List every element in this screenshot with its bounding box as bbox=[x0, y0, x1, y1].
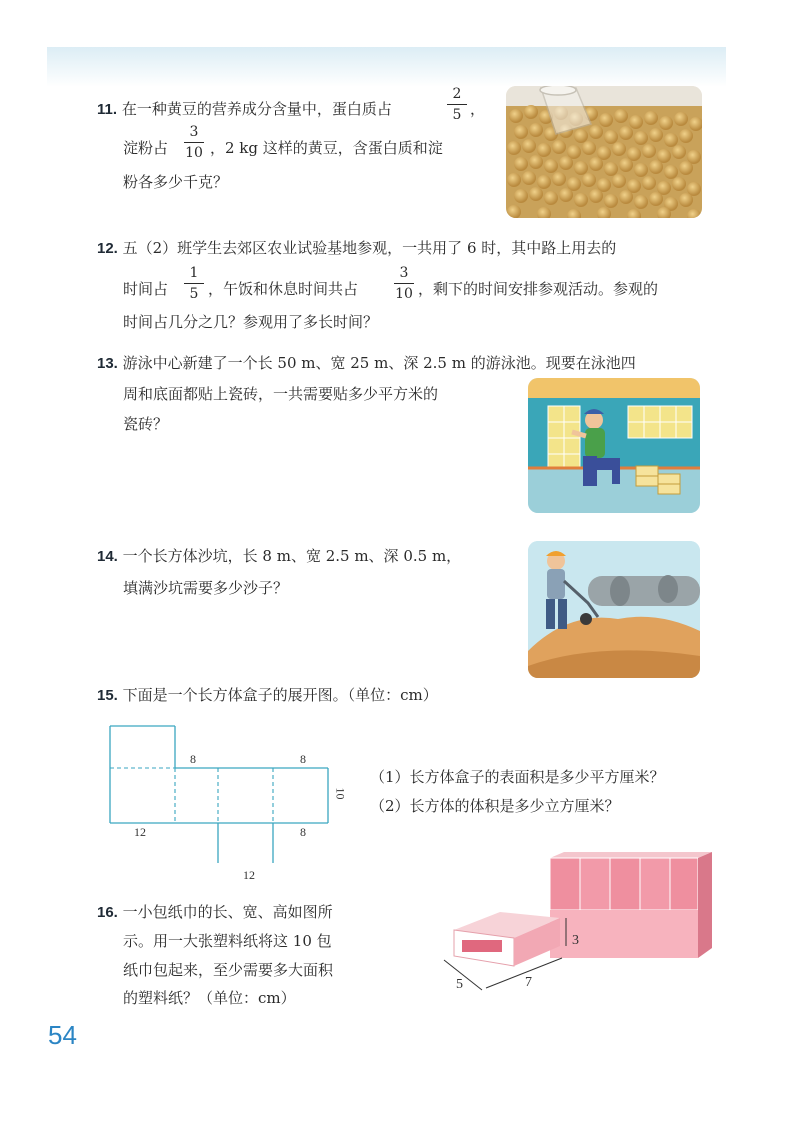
dim-label: 8 bbox=[300, 752, 306, 766]
dim-label: 12 bbox=[134, 825, 146, 839]
problem-text: 淀粉占 bbox=[123, 139, 169, 157]
numerator: 3 bbox=[399, 265, 409, 281]
problem-text: 下面是一个长方体盒子的展开图。（单位：cm） bbox=[122, 686, 438, 704]
tiling-worker-illustration bbox=[528, 378, 700, 513]
problem-text: ，午饭和休息时间共占 bbox=[208, 280, 359, 298]
dim-label: 12 bbox=[243, 868, 255, 882]
tissue-packs-illustration bbox=[442, 848, 718, 998]
problem-text: 粉各多少千克？ bbox=[123, 173, 229, 191]
problem-number: 12. bbox=[97, 240, 118, 257]
fraction-3-10 bbox=[394, 265, 414, 302]
problem-text: 在一种黄豆的营养成分含量中，蛋白质占 bbox=[121, 100, 392, 118]
box-net-diagram bbox=[100, 718, 360, 878]
problem-text: 纸巾包起来，至少需要多大面积 bbox=[123, 961, 334, 979]
problem-number: 13. bbox=[97, 355, 118, 372]
page-number: 54 bbox=[48, 1020, 77, 1050]
numerator: 2 bbox=[452, 86, 462, 102]
denominator: 10 bbox=[395, 286, 413, 302]
problem-text: 时间占几分之几？参观用了多长时间？ bbox=[123, 313, 379, 331]
problem-text: 游泳中心新建了一个长 50 m、宽 25 m、深 2.5 m 的游泳池。现要在泳池四 bbox=[122, 354, 636, 372]
dim-label: 3 bbox=[572, 933, 579, 948]
problem-number: 16. bbox=[97, 904, 118, 921]
problem-number: 15. bbox=[97, 687, 118, 704]
numerator: 1 bbox=[189, 265, 199, 281]
header-band bbox=[47, 47, 726, 87]
problem-text: 一个长方体沙坑，长 8 m、宽 2.5 m、深 0.5 m， bbox=[122, 547, 462, 565]
denominator: 5 bbox=[189, 286, 199, 302]
dim-label: 7 bbox=[525, 975, 532, 990]
fraction-3-10 bbox=[184, 124, 204, 161]
problem-text: ，剩下的时间安排参观活动。参观的 bbox=[418, 280, 659, 298]
problem-number: 11. bbox=[97, 101, 118, 118]
dim-label: 8 bbox=[300, 825, 306, 839]
problem-text: 填满沙坑需要多少沙子？ bbox=[123, 579, 289, 597]
denominator: 5 bbox=[452, 107, 462, 123]
dim-label: 8 bbox=[190, 752, 196, 766]
problem-text: 瓷砖？ bbox=[123, 415, 169, 433]
sandpit-worker-illustration bbox=[528, 541, 700, 678]
sub-question-2: （2）长方体的体积是多少立方厘米？ bbox=[370, 797, 620, 815]
denominator: 10 bbox=[185, 145, 203, 161]
problem-number: 14. bbox=[97, 548, 118, 565]
problem-text: 一小包纸巾的长、宽、高如图所 bbox=[122, 903, 333, 921]
problem-text: 示。用一大张塑料纸将这 10 包 bbox=[123, 932, 332, 950]
sub-question-1: （1）长方体盒子的表面积是多少平方厘米？ bbox=[370, 768, 665, 786]
dim-label: 5 bbox=[456, 977, 463, 992]
problem-text: 五（2）班学生去郊区农业试验基地参观，一共用了 6 时，其中路上用去的 bbox=[122, 239, 617, 257]
fraction-2-5 bbox=[447, 86, 467, 123]
fraction-1-5 bbox=[184, 265, 204, 302]
dim-label: 10 bbox=[333, 787, 348, 800]
numerator: 3 bbox=[189, 124, 199, 140]
problem-text: ，2 kg 这样的黄豆，含蛋白质和淀 bbox=[210, 139, 443, 157]
problem-text: 时间占 bbox=[123, 280, 169, 298]
soybean-photo bbox=[506, 86, 702, 218]
problem-text: 周和底面都贴上瓷砖，一共需要贴多少平方米的 bbox=[123, 385, 439, 403]
problem-text: ， bbox=[470, 100, 486, 118]
problem-text: 的塑料纸？（单位：cm） bbox=[123, 989, 296, 1007]
